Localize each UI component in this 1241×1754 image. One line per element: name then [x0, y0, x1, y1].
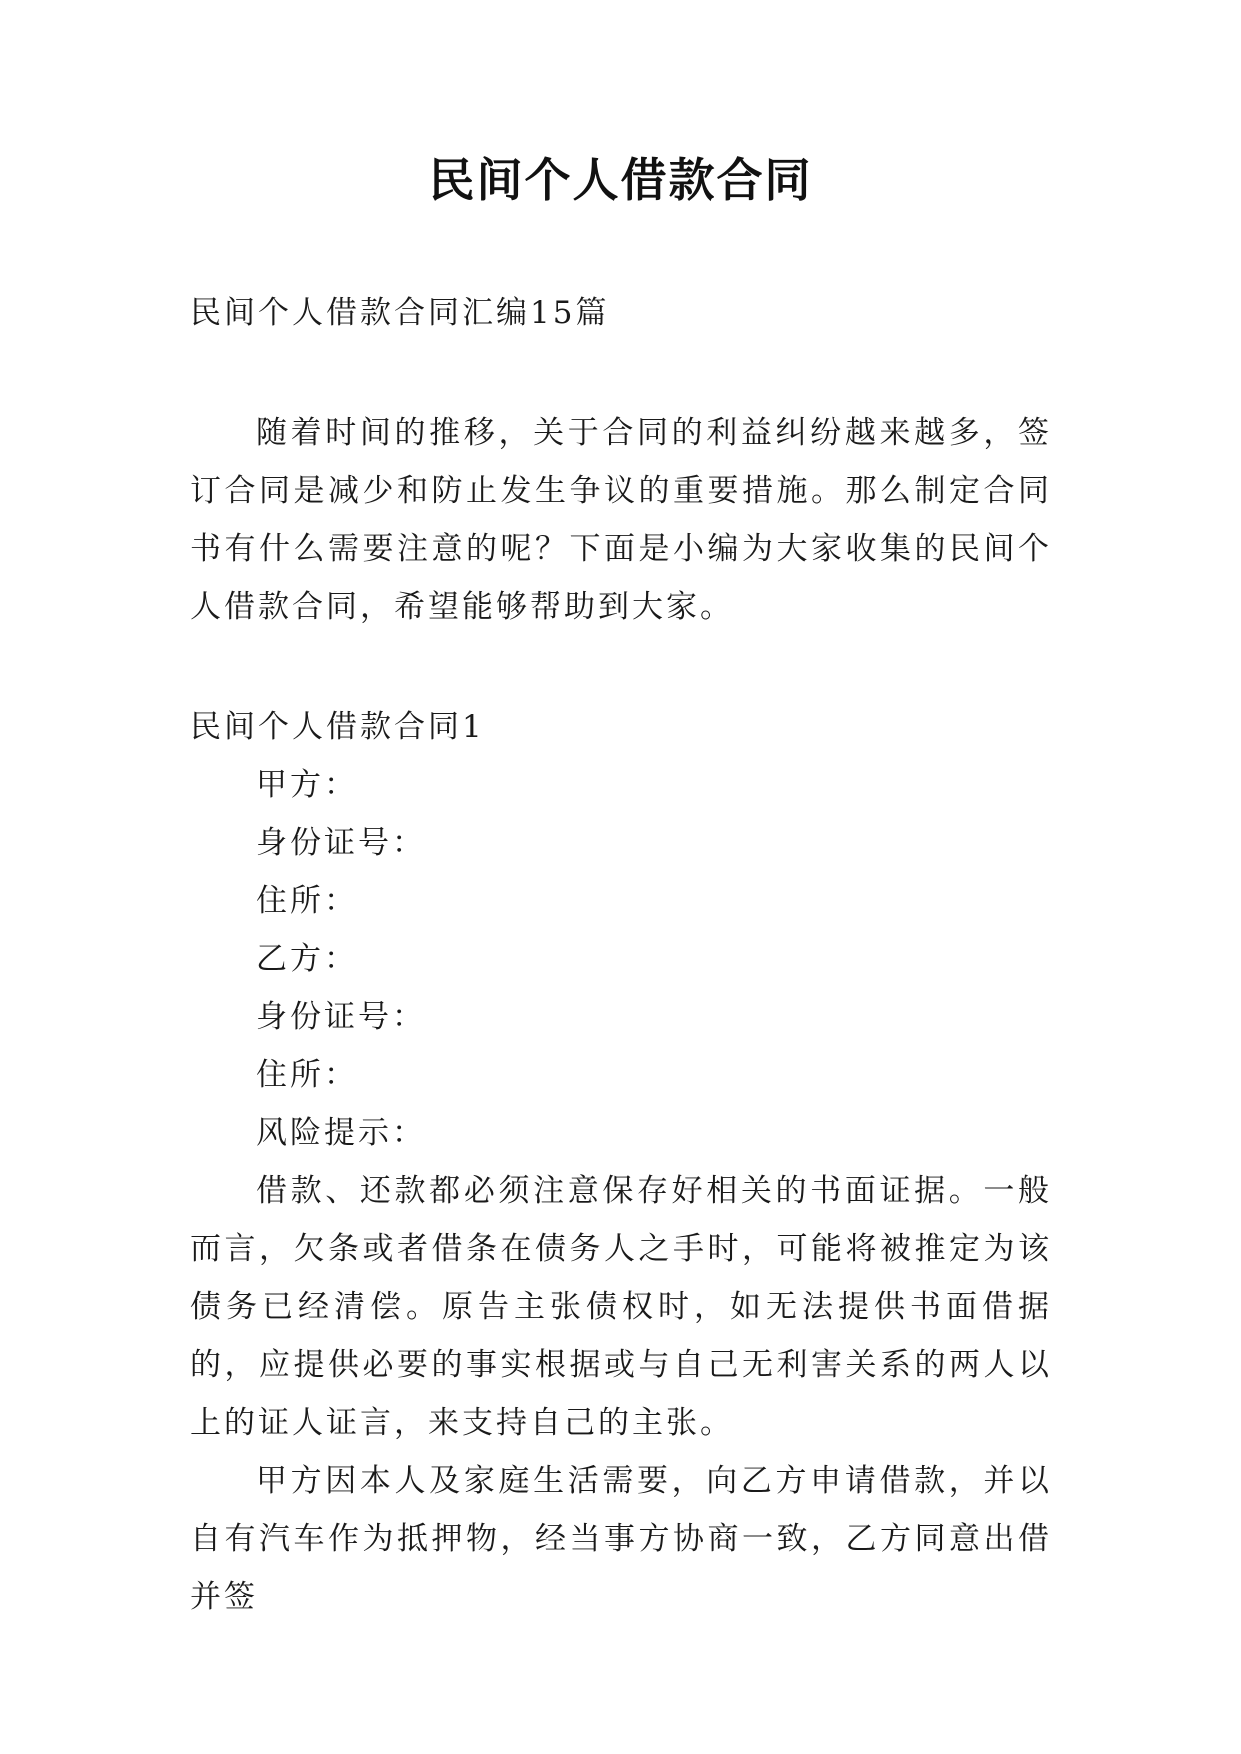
spacer: [190, 342, 1052, 404]
party-b-address-label: 住所：: [256, 1057, 358, 1093]
risk-label: 风险提示：: [256, 1115, 426, 1151]
intro-paragraph: 随着时间的推移，关于合同的利益纠纷越来越多，签订合同是减少和防止发生争议的重要措施。那么制定合同书有什么需要注意的呢？下面是小编为大家收集的民间个人借款合同，希望能够帮助到大家。: [190, 415, 1052, 625]
document-body: [190, 284, 1052, 1626]
clause-paragraph: 甲方因本人及家庭生活需要，向乙方申请借款，并以自有汽车作为抵押物，经当事方协商一致，乙方同意出借并签: [190, 1463, 1052, 1615]
risk-paragraph: 借款、还款都必须注意保存好相关的书面证据。一般而言，欠条或者借条在债务人之手时，可能将被推定为该债务已经清偿。原告主张债权时，如无法提供书面借据的，应提供必要的事实根据或与自己无利害关系的两人以上的证人证言，来支持自己的主张。: [190, 1173, 1052, 1441]
party-a-label: 甲方：: [256, 767, 358, 803]
party-b-id-label: 身份证号：: [256, 999, 426, 1035]
party-a-address-label: 住所：: [256, 883, 358, 919]
collection-heading: 民间个人借款合同汇编15篇: [190, 295, 610, 331]
party-b-label: 乙方：: [256, 941, 358, 977]
party-a-id-label: 身份证号：: [256, 825, 426, 861]
contract-heading: 民间个人借款合同1: [190, 709, 485, 745]
document-title: 民间个人借款合同: [428, 153, 813, 207]
spacer: [190, 636, 1052, 698]
